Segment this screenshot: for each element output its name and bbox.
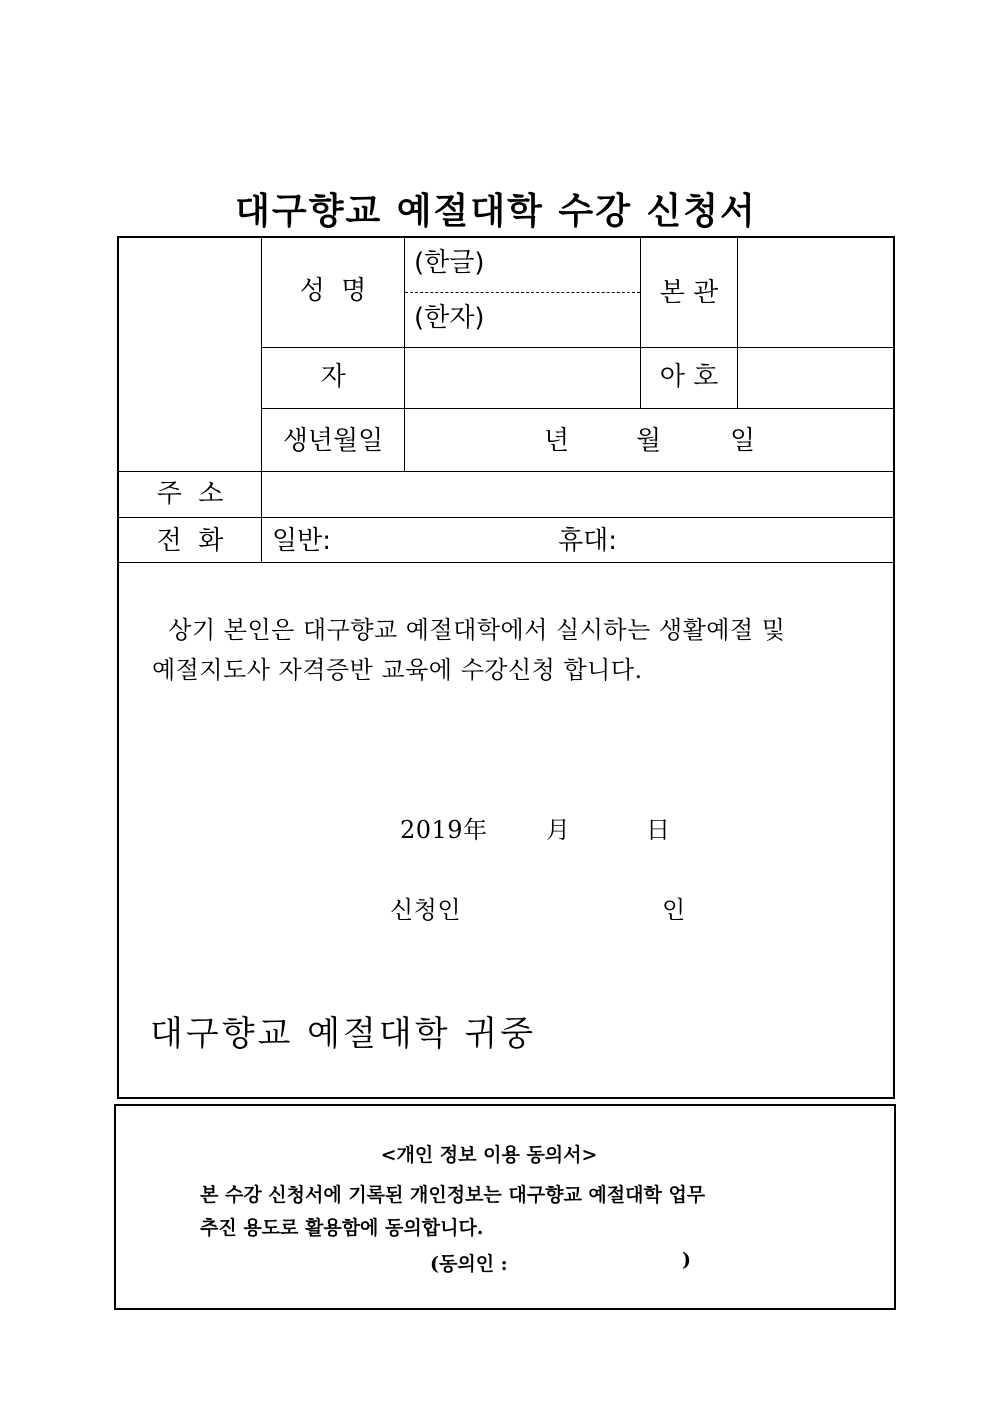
birth-year-label: 년 — [544, 426, 570, 456]
hanja-name-label: (한자) — [414, 303, 485, 333]
phone-mobile-label: 휴대: — [558, 526, 617, 556]
ja-field[interactable] — [406, 349, 639, 407]
bongwan-field[interactable] — [739, 239, 892, 346]
statement-line-2: 예절지도사 자격증반 교육에 수강신청 합니다. — [152, 656, 643, 684]
date-year: 2019年 — [400, 816, 488, 844]
hangul-name-label: (한글) — [414, 248, 485, 278]
date-month: 月 — [546, 816, 571, 844]
bongwan-label: 본 관 — [659, 278, 719, 308]
statement-line-1: 상기 본인은 대구향교 예절대학에서 실시하는 생활예절 및 — [152, 616, 786, 644]
consent-signer-field[interactable] — [520, 1244, 680, 1274]
phone-general-field[interactable] — [340, 519, 550, 561]
hangul-name-field[interactable] — [500, 240, 638, 290]
birth-date-label: 생년월일 — [282, 426, 384, 456]
applicant-seal: 인 — [662, 896, 686, 924]
consent-heading: <개인 정보 이용 동의서> — [380, 1144, 598, 1166]
birth-day-label: 일 — [730, 426, 756, 456]
consent-signer-close: ) — [682, 1249, 691, 1271]
birth-month-label: 월 — [636, 426, 662, 456]
name-label: 성 명 — [299, 276, 367, 306]
consent-line-1: 본 수강 신청서에 기록된 개인정보는 대구향교 예절대학 업무 — [200, 1184, 706, 1206]
phone-label: 전 화 — [156, 526, 224, 556]
aho-label: 아 호 — [659, 362, 719, 392]
phone-mobile-field[interactable] — [625, 519, 892, 561]
address-field[interactable] — [263, 473, 892, 516]
date-day: 日 — [646, 816, 671, 844]
applicant-label: 신청인 — [390, 896, 462, 924]
aho-field[interactable] — [739, 349, 892, 407]
applicant-name-field[interactable] — [475, 882, 655, 922]
consent-line-2: 추진 용도로 활용함에 동의합니다. — [200, 1217, 484, 1239]
ja-label: 자 — [320, 362, 346, 392]
birth-date-field[interactable] — [406, 410, 892, 470]
phone-general-label: 일반: — [272, 526, 331, 556]
page-title: 대구향교 예절대학 수강 신청서 — [235, 190, 757, 232]
address-label: 주 소 — [156, 479, 224, 509]
recipient-text: 대구향교 예절대학 귀중 — [150, 1014, 537, 1054]
photo-area[interactable] — [119, 238, 261, 471]
consent-signer-label: (동의인 : — [430, 1253, 508, 1275]
hanja-name-field[interactable] — [500, 295, 638, 345]
